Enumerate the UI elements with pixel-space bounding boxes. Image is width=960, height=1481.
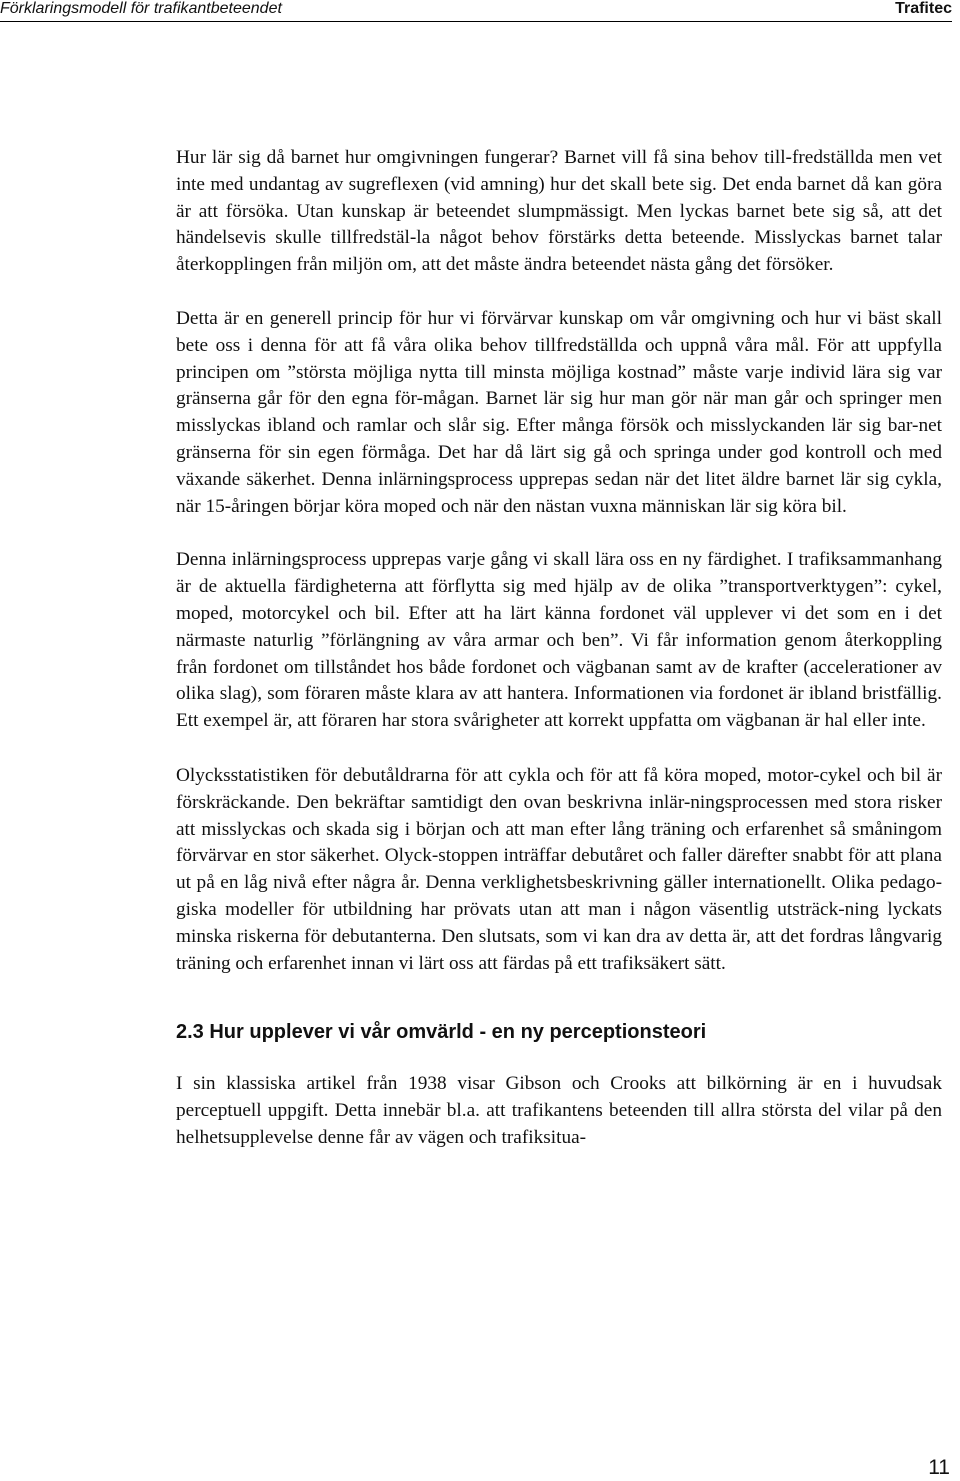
paragraph-gibson-crooks: I sin klassiska artikel från 1938 visar Gibson och Crooks att bilkörning är en i huvudsak perceptuell uppgift. Detta innebär bl.a. att trafikantens beteenden till allra största del vilar på den helhetsupplevelse denne får av vägen och trafiksitua- (176, 1073, 942, 1148)
page-number: 11 (928, 1456, 950, 1479)
paragraph-accident-statistics: Olycksstatistiken för debutåldrarna för att cykla och för att få köra moped, motor-cykel och bil är förskräckande. Den bekräftar samtidigt den ovan beskrivna inlär-ningsprocessen med stora risker att misslyckas och skada sig i början och att man efter lång träning och erfarenhet så småningom förvärvar en stor säkerhet. Olyck-stoppen inträffar debutåret och faller därefter snabbt för att plana ut på en låg nivå efter några år. Denna verklighetsbeskrivning gäller internationellt. Olika pedago-giska modeller för utbildning har prövats utan att man i någon väsentlig utsträck-ning lyckats minska riskerna för debutanterna. Den slutsats, som vi kan dra av detta är, att det fordras långvarig träning och erfarenhet innan vi lärt oss att färdas på ett trafiksäkert sätt. (176, 764, 942, 974)
section-heading: 2.3 Hur upplever vi vår omvärld - en ny perceptionsteori (176, 1021, 707, 1044)
running-header (0, 0, 952, 22)
header-document-title: Förklaringsmodell för trafikantbeteendet (0, 0, 282, 17)
page-body (176, 145, 942, 1152)
paragraph-traffic-skills: Denna inlärningsprocess upprepas varje gång vi skall lära oss en ny färdighet. I trafiksammanhang är de aktuella färdigheterna att förflytta sig med hjälp av de olika ”transportverktygen”: cykel, moped, motorcykel och bil. Efter att ha lärt känna fordonet väl upplever vi det som en i det närmaste naturlig ”förlängning av våra armar och ben”. Vi får information genom återkoppling från fordonet om tillståndet hos både fordonet och vägbanan samt av de krafter (accelerationer av olika slag), som föraren måste klara av att hantera. Informationen via fordonet är ibland bristfällig. Ett exempel är, att föraren har stora svårigheter att korrekt uppfatta om vägbanan är hal eller inte. (176, 549, 942, 732)
paragraph-learning-child: Hur lär sig då barnet hur omgivningen fungerar? Barnet vill få sina behov till-fredställda men vet inte med undantag av sugreflexen (vid amning) hur det skall bete sig. Det enda barnet då kan göra är att försöka. Utan kunskap är beteendet slumpmässigt. Men lyckas barnet bete sig så, att det händelsevis skulle tillfredstäl-la något behov förstärks detta beteende. Misslyckas barnet talar återkopplingen från miljön om, att det måste ändra beteendet nästa gång det försöker. (176, 147, 942, 276)
paragraph-general-principle: Detta är en generell princip för hur vi förvärvar kunskap om vår omgivning och hur vi bäst skall bete oss i denna för att få våra olika behov tillfredställda och uppnå våra mål. För att uppfylla principen om ”största möjliga nytta till minsta möjliga kostnad” måste varje individ lära sig var gränserna går för den egna för-mågan. Barnet lär sig hur man gör när man går och springer men misslyckas ibland och ramlar och slår sig. Efter många försök och misslyckanden lär sig bar-net gränserna för sin egen förmåga. Det har då lärt sig gå och springa under god kontroll och med växande säkerhet. Denna inlärningsprocess upprepas sedan när det litet äldre barnet lär sig cykla, när 15-åringen börjar köra moped och när den nästan vuxna människan lär sig köra bil. (176, 307, 942, 517)
header-organization: Trafitec (895, 0, 952, 17)
